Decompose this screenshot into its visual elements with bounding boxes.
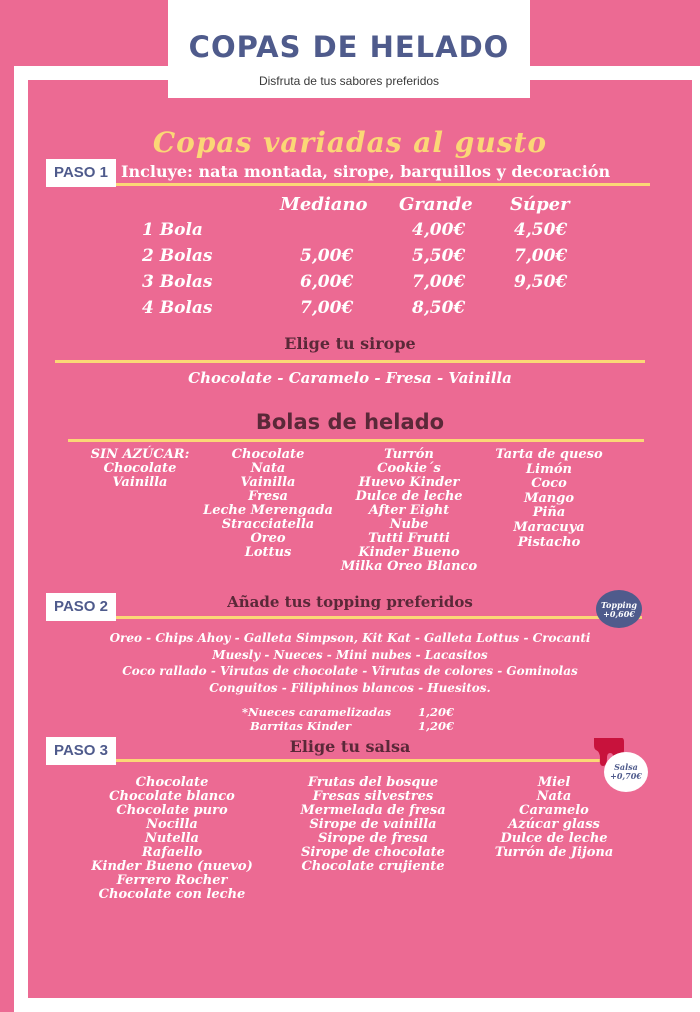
divider	[116, 183, 650, 186]
col-mediano: Mediano	[280, 194, 368, 215]
list-item: Frutas del bosque	[307, 775, 439, 790]
list-item: Chocolate con leche	[98, 887, 246, 902]
paso2-label: PASO 2	[46, 593, 116, 621]
bolas-title: Bolas de helado	[255, 410, 445, 434]
row-label: 3 Bolas	[142, 272, 213, 292]
price-cell: 9,50€	[514, 272, 568, 292]
list-item: Chocolate puro	[116, 803, 228, 818]
list-item: Coco	[531, 476, 567, 492]
list-item: Nocilla	[146, 817, 198, 832]
salsa-col-2	[284, 776, 462, 874]
bolas-col-2	[203, 448, 333, 560]
section1-heading: Copas variadas al gusto	[152, 126, 548, 159]
list-item: Stracciatella	[221, 517, 315, 532]
list-item: Cookie´s	[377, 461, 441, 476]
extra-price: 1,20€	[418, 719, 455, 733]
list-item: Huevo Kinder	[358, 475, 460, 490]
badge-label: Topping	[600, 600, 637, 610]
salsa-title: Elige tu salsa	[289, 737, 411, 756]
list-item: Caramelo	[519, 803, 589, 818]
col-super: Súper	[510, 194, 570, 215]
row-label: 4 Bolas	[142, 298, 213, 318]
price-cell: 6,00€	[300, 272, 354, 292]
sirope-title: Elige tu sirope	[284, 334, 416, 353]
topping-price-badge	[596, 590, 642, 628]
list-item: Sirope de fresa	[317, 831, 429, 846]
price-cell: 7,00€	[300, 298, 354, 318]
topping-line: Conguitos - Filiphinos blancos - Huesitos.	[209, 680, 491, 695]
row-label: 1 Bola	[142, 220, 203, 240]
list-item: Leche Merengada	[203, 503, 333, 518]
row-label: 2 Bolas	[142, 246, 213, 266]
price-cell: 4,50€	[514, 220, 568, 240]
badge-price: +0,60€	[603, 609, 635, 619]
price-cell: 5,00€	[300, 246, 354, 266]
bolas-col-1	[85, 448, 195, 490]
list-item: Chocolate	[135, 775, 209, 790]
list-item: Nube	[389, 517, 429, 532]
list-item: Chocolate crujiente	[301, 859, 445, 874]
extra-name: *Nueces caramelizadas	[242, 705, 392, 719]
list-item: Maracuya	[513, 519, 585, 535]
price-cell: 7,00€	[514, 246, 568, 266]
list-item: Nutella	[145, 831, 199, 846]
divider	[116, 759, 602, 762]
list-item: Mango	[523, 490, 575, 506]
divider	[116, 616, 642, 619]
list-item: SIN AZÚCAR:	[90, 447, 190, 462]
price-cell: 7,00€	[412, 272, 466, 292]
topping-line: Oreo - Chips Ahoy - Galleta Simpson, Kit Kat - Galleta Lottus - Crocanti	[109, 631, 591, 645]
list-item: After Eight	[368, 503, 450, 518]
divider	[68, 439, 644, 442]
list-item: Sirope de chocolate	[301, 845, 445, 860]
extra-price: 1,20€	[418, 705, 455, 719]
list-item: Tutti Frutti	[368, 531, 450, 546]
bolas-col-4	[488, 448, 610, 550]
list-item: Nata	[250, 461, 286, 476]
page-subtitle: Disfruta de tus sabores preferidos	[258, 74, 440, 88]
price-cell: 8,50€	[412, 298, 466, 318]
list-item: Sirope de vainilla	[309, 817, 437, 832]
list-item: Piña	[532, 505, 566, 521]
price-cell: 4,00€	[412, 220, 466, 240]
topping-line: Muesly - Nueces - Mini nubes - Lacasitos	[212, 647, 488, 662]
list-item: Kinder Bueno (nuevo)	[91, 859, 253, 874]
list-item: Limón	[526, 461, 572, 477]
badge-label: Salsa	[614, 762, 638, 772]
list-item: Chocolate	[231, 447, 305, 462]
list-item: Kinder Bueno	[358, 545, 460, 560]
list-item: Miel	[537, 775, 571, 790]
list-item: Fresa	[248, 489, 288, 504]
bolas-col-3	[336, 448, 482, 574]
list-item: Mermelada de fresa	[300, 803, 446, 818]
extra-name: Barritas Kinder	[250, 719, 352, 733]
list-item: Fresas silvestres	[312, 789, 434, 804]
list-item: Ferrero Rocher	[116, 873, 228, 888]
list-item: Chocolate blanco	[109, 789, 235, 804]
list-item: Pistacho	[517, 534, 581, 550]
list-item: Milka Oreo Blanco	[340, 559, 478, 574]
list-item: Oreo	[250, 531, 286, 546]
divider	[55, 360, 645, 363]
list-item: Rafaello	[141, 845, 203, 860]
badge-price: +0,70€	[610, 771, 642, 781]
list-item: Nata	[536, 789, 572, 804]
salsa-col-3	[480, 776, 628, 860]
list-item: Azúcar glass	[508, 817, 600, 832]
list-item: Dulce de leche	[500, 831, 608, 846]
topping-list	[0, 630, 700, 696]
topping-title: Añade tus topping preferidos	[227, 593, 473, 611]
paso1-label: PASO 1	[46, 159, 116, 187]
includes-text: Incluye: nata montada, sirope, barquillos y decoración	[121, 162, 611, 181]
list-item: Vainilla	[240, 475, 296, 490]
list-item: Dulce de leche	[355, 489, 463, 504]
page-title: COPAS DE HELADO	[188, 30, 510, 64]
topping-line: Coco rallado - Virutas de chocolate - Virutas de colores - Gominolas	[122, 664, 578, 678]
list-item: Vainilla	[112, 475, 168, 490]
col-grande: Grande	[399, 194, 473, 215]
list-item: Lottus	[244, 545, 292, 560]
sirope-options: Chocolate - Caramelo - Fresa - Vainilla	[188, 369, 512, 387]
paso3-label: PASO 3	[46, 737, 116, 765]
list-item: Turrón de Jijona	[494, 845, 614, 860]
list-item: Turrón	[384, 447, 434, 462]
salsa-col-1	[82, 776, 262, 902]
price-cell: 5,50€	[412, 246, 466, 266]
title-box	[168, 0, 530, 98]
list-item: Tarta de queso	[495, 447, 603, 462]
list-item: Chocolate	[103, 461, 177, 476]
